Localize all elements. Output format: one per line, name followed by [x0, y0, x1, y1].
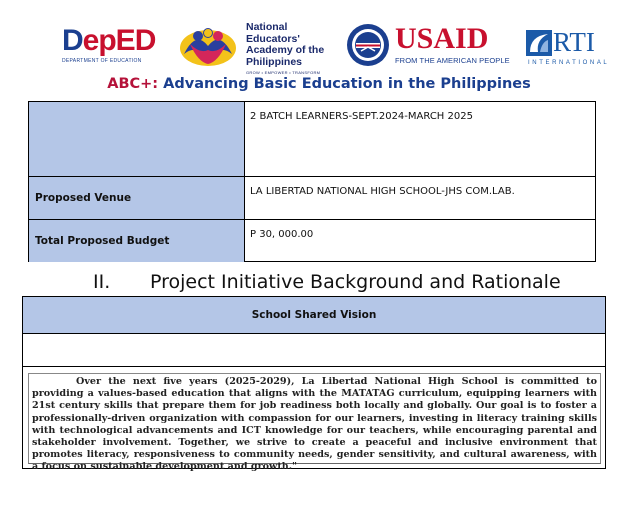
vision-header: School Shared Vision [23, 297, 605, 334]
vision-text: Over the next five years (2025-2029), La Libertad National High School is committed to providing a values-based education that aligns with the MATATAG curriculum, equipping learners with 21st century skills that prepare them for job readiness both locally and globally. Our goal is to foster a professionally-driven organization with compassion for our learners, investing in literacy training skills with technological advancements and ICT knowledge for our teachers, while encouraging parental and stakeholder involvement. Together, we strive to create a peaceful and inclusive environment that promotes literacy, responsiveness to community needs, gender sensitivity, and cultural awareness, with a focus on sustainable development and growth." [32, 376, 597, 473]
deped-logo-word: epED [82, 24, 156, 57]
table-row [29, 220, 595, 262]
program-headline [0, 76, 638, 92]
headline-text: Advancing Basic Education in the Philippines [158, 76, 531, 92]
neap-logo-text: National Educators' Academy of the Philippines GROW • EMPOWER • TRANSFORM [246, 22, 336, 75]
section-title: Project Initiative Background and Rationale [150, 271, 561, 293]
table-row [29, 102, 595, 177]
section-number: II. [93, 271, 111, 293]
rti-logo-word: RTI [553, 27, 595, 57]
headline-prefix: ABC+: [107, 76, 159, 92]
neap-tagline: GROW • EMPOWER • TRANSFORM [246, 70, 321, 75]
rti-logo-subtitle: INTERNATIONAL [528, 60, 610, 66]
row-label: Total Proposed Budget [29, 220, 245, 262]
deped-logo [62, 26, 162, 78]
usaid-logo-word: USAID [395, 22, 489, 55]
rti-mark-icon [526, 30, 552, 56]
neap-emblem-icon [178, 24, 238, 68]
usaid-seal-icon [346, 23, 390, 67]
partner-logos [0, 18, 638, 78]
project-details-table [28, 101, 596, 262]
row-value: 2 BATCH LEARNERS-SEPT.2024-MARCH 2025 [250, 111, 473, 122]
deped-logo-subtitle: DEPARTMENT OF EDUCATION [62, 58, 142, 64]
table-row [29, 177, 595, 220]
row-value: LA LIBERTAD NATIONAL HIGH SCHOOL-JHS COM.LAB. [250, 186, 515, 197]
deped-logo-letter: D [62, 24, 83, 57]
row-value: P 30, 000.00 [250, 229, 314, 240]
vision-blank-row [23, 334, 605, 367]
usaid-logo-subtitle: FROM THE AMERICAN PEOPLE [395, 56, 510, 65]
school-vision-table [22, 296, 606, 473]
vision-body [28, 373, 601, 473]
row-label [29, 102, 245, 176]
row-label: Proposed Venue [29, 177, 245, 219]
